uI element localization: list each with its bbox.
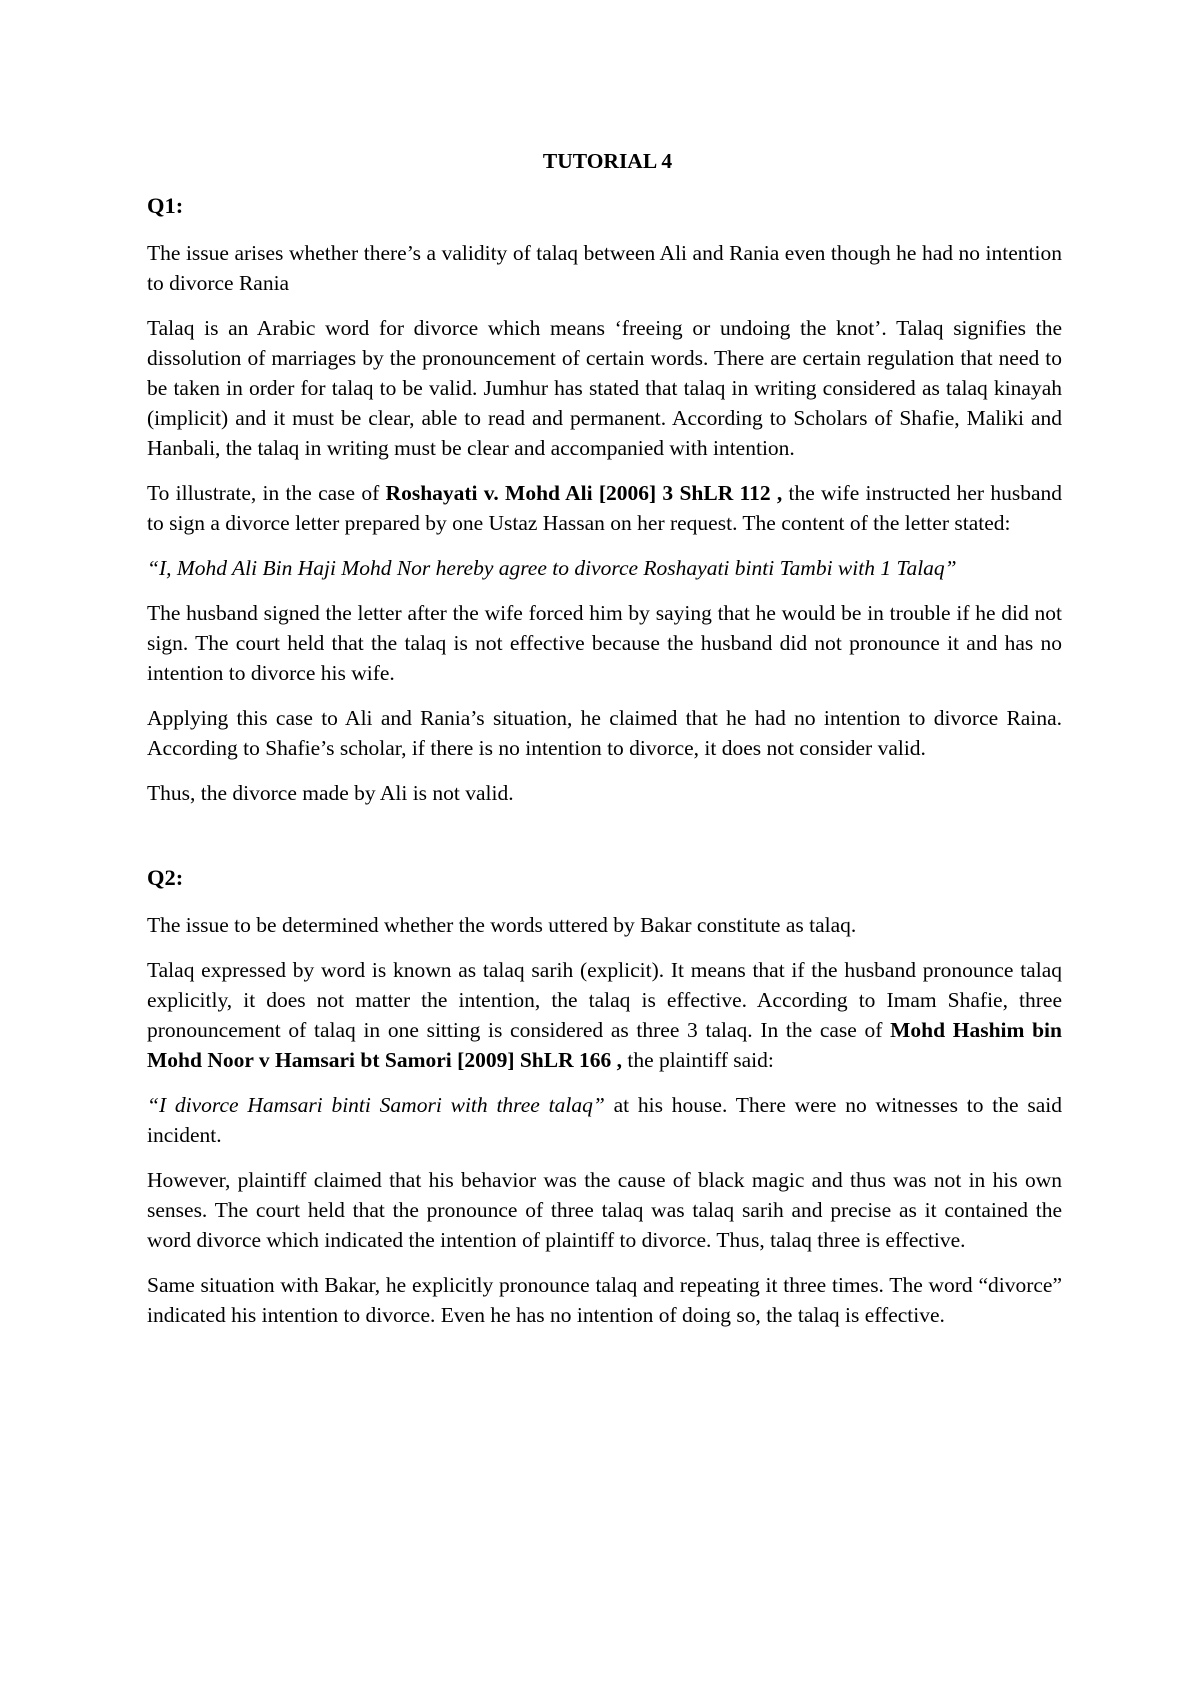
q1-case-detail: the wife instructed her husband to sign a divorce letter prepared by one Ustaz Hassan on her request. The content of the letter stated: [147, 481, 1062, 535]
q1-letter-quote [147, 553, 1062, 583]
q2-quote-paragraph [147, 1090, 1062, 1150]
q2-quote-detail: at his house. There were no witnesses to the said incident. [147, 1093, 1062, 1147]
q1-case-citation: Roshayati v. Mohd Ali [2006] 3 ShLR 112 , [385, 481, 783, 505]
q2-holding-paragraph: However, plaintiff claimed that his behavior was the cause of black magic and thus was not in his own senses. The court held that the pronounce of three talaq was talaq sarih and precise as it contained the word divorce which indicated the intention of plaintiff to divorce. Thus, talaq three is effective. [147, 1168, 1062, 1252]
q1-application-paragraph: Applying this case to Ali and Rania’s situation, he claimed that he had no intention to divorce Raina. According to Shafie’s scholar, if there is no intention to divorce, it does not consider valid. [147, 706, 1062, 760]
document-title: TUTORIAL 4 [542, 149, 673, 173]
q2-quote-text: “I divorce Hamsari binti Samori with three talaq” [147, 1093, 605, 1117]
q1-quote-text: “I, Mohd Ali Bin Haji Mohd Nor hereby agree to divorce Roshayati binti Tambi with 1 Talaq” [147, 556, 957, 580]
q2-issue-paragraph: The issue to be determined whether the words uttered by Bakar constitute as talaq. [147, 913, 857, 937]
section-spacer [147, 823, 1062, 863]
q1-case-intro: To illustrate, in the case of [147, 481, 386, 505]
q1-heading: Q1: [147, 193, 184, 218]
q2-application-paragraph: Same situation with Bakar, he explicitly pronounce talaq and repeating it three times. The word “divorce” indicated his intention to divorce. Even he has no intention of doing so, the talaq is effective. [147, 1273, 1062, 1327]
q2-case-intro: the plaintiff said: [622, 1048, 774, 1072]
q2-case-citation: Mohd Hashim bin Mohd Noor v Hamsari bt Samori [2009] ShLR 166 , [147, 1018, 1062, 1072]
q1-law-paragraph: Talaq is an Arabic word for divorce which means ‘freeing or undoing the knot’. Talaq signifies the dissolution of marriages by the pronouncement of certain words. There are certain regulation that need to be taken in order for talaq to be valid. Jumhur has stated that talaq in writing considered as talaq kinayah (implicit) and it must be clear, able to read and permanent. According to Scholars of Shafie, Maliki and Hanbali, the talaq in writing must be clear and accompanied with intention. [147, 316, 1062, 460]
q2-law-text: Talaq expressed by word is known as talaq sarih (explicit). It means that if the husband pronounce talaq explicitly, it does not matter the intention, the talaq is effective. According to Imam Shafie, three pronouncement of talaq in one sitting is considered as three 3 talaq. In the case of [147, 958, 1062, 1042]
q1-issue-paragraph: The issue arises whether there’s a validity of talaq between Ali and Rania even though he had no intention to divorce Rania [147, 241, 1062, 295]
q1-holding-paragraph: The husband signed the letter after the wife forced him by saying that he would be in trouble if he did not sign. The court held that the talaq is not effective because the husband did not pronounce it and has no intention to divorce his wife. [147, 601, 1062, 685]
q1-case-paragraph [147, 478, 1062, 538]
q2-law-paragraph [147, 955, 1062, 1075]
q1-conclusion-paragraph: Thus, the divorce made by Ali is not valid. [147, 781, 514, 805]
q2-heading: Q2: [147, 865, 184, 890]
